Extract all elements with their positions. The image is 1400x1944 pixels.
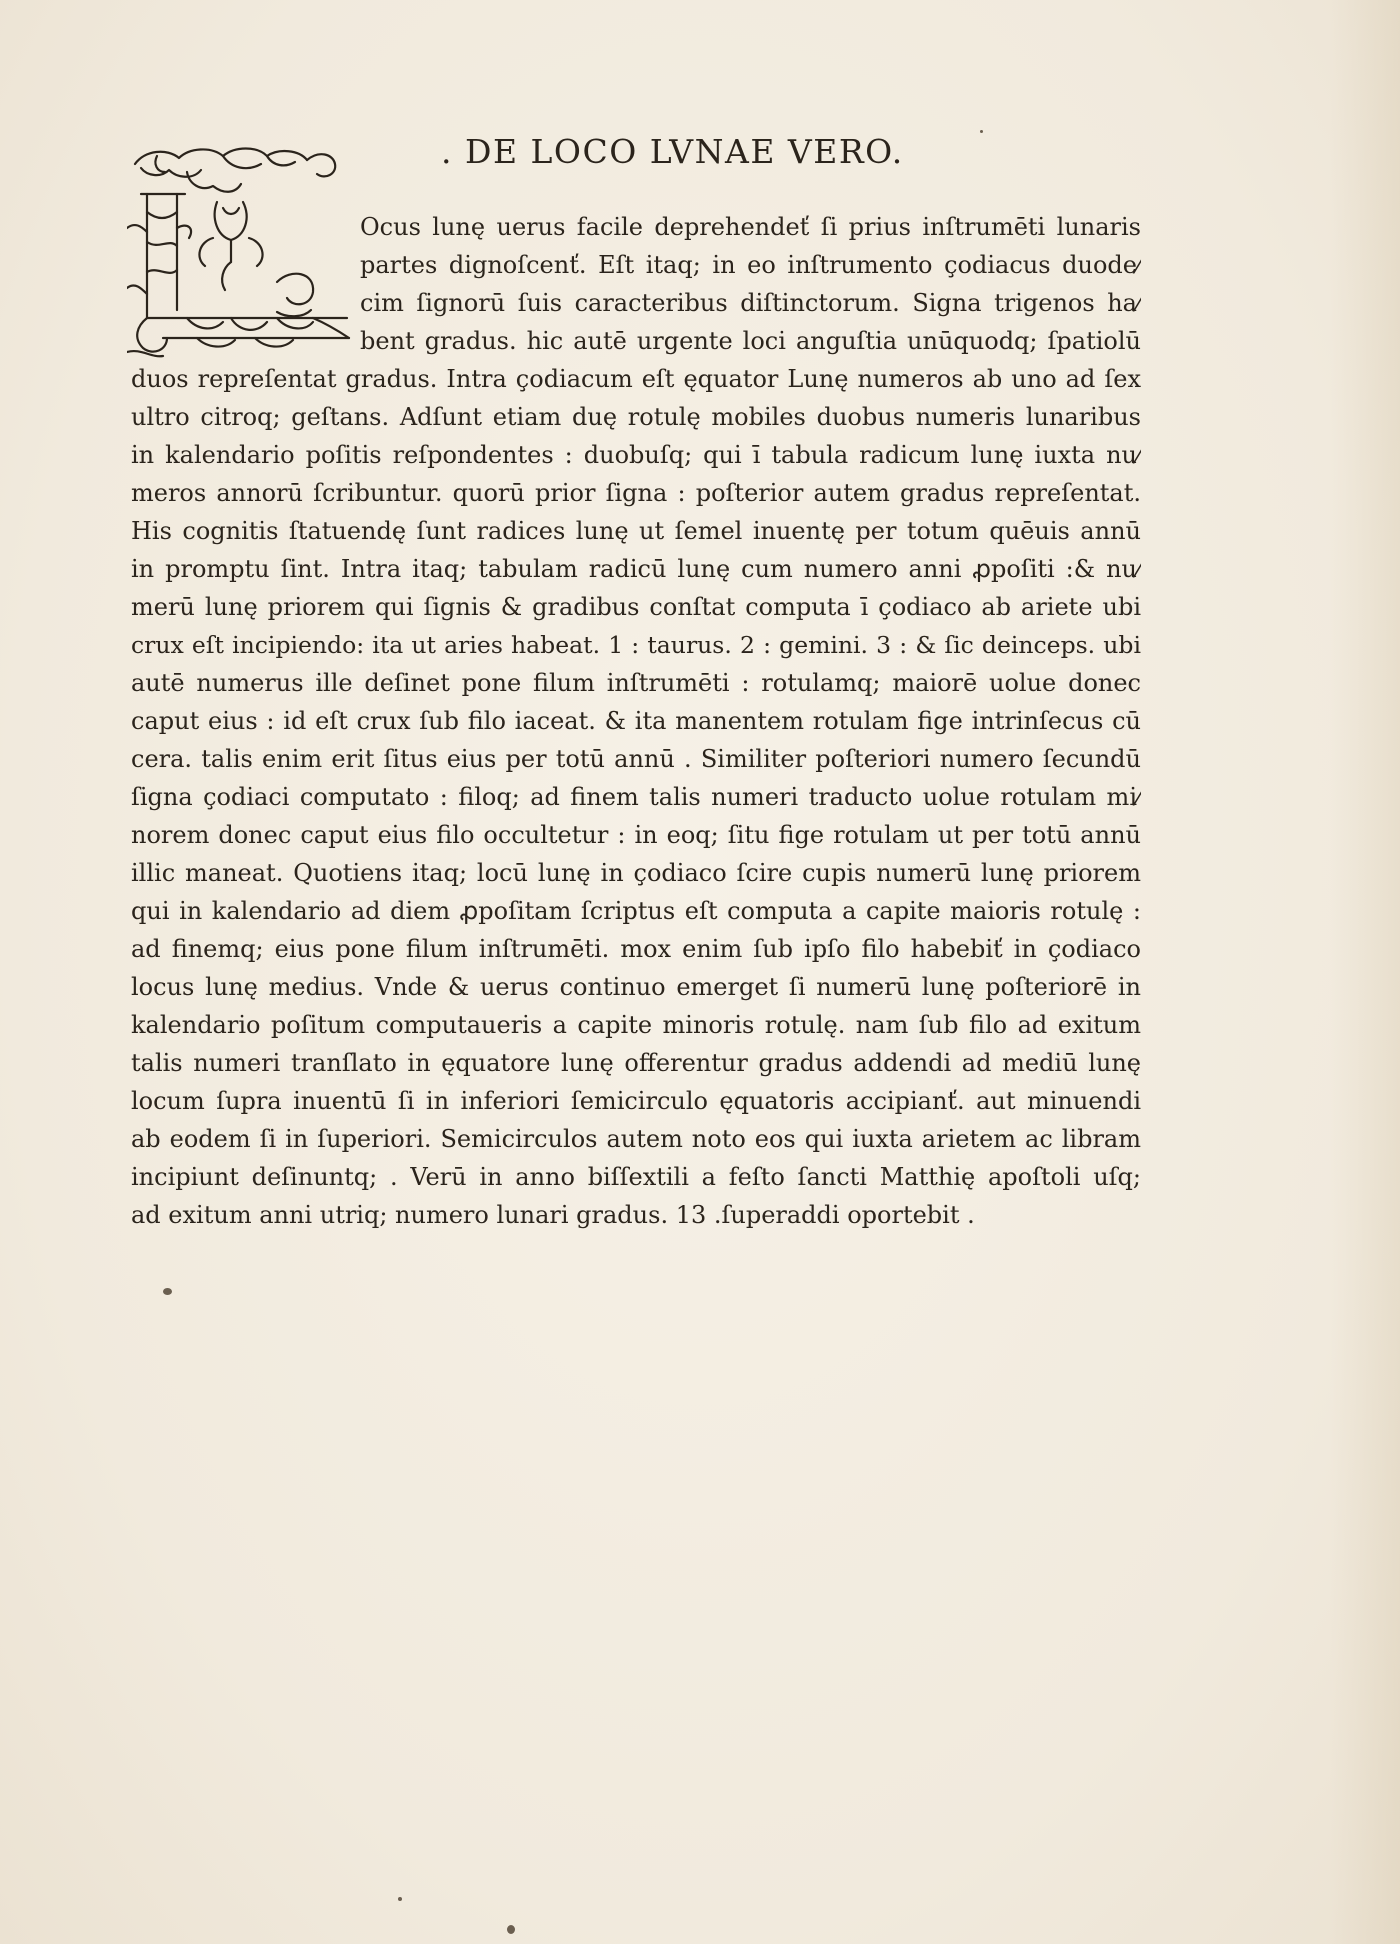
text-line: illic maneat. Quotiens itaq; locū lunę in çodiaco ſcire cupis numerū lunę priorem <box>131 859 1141 887</box>
body-text <box>131 208 1141 1234</box>
text-line: Ocus lunę uerus facile deprehendeť ſi prius inſtrumēti lunaris <box>360 213 1141 241</box>
text-line: meros annorū ſcribuntur. quorū prior ſigna : poſterior autem gradus repreſentat. <box>131 479 1141 507</box>
text-line: in promptu ſint. Intra itaq; tabulam radicū lunę cum numero anni ꝓpoſiti :& nu⁄ <box>131 555 1141 583</box>
text-line: kalendario poſitum computaueris a capite minoris rotulę. nam ſub filo ad exitum <box>131 1011 1141 1039</box>
text-line: His cognitis ſtatuendę ſunt radices lunę ut ſemel inuentę per totum quēuis annū <box>131 517 1141 545</box>
text-line: in kalendario poſitis reſpondentes : duobuſq; qui ī tabula radicum lunę iuxta nu⁄ <box>131 441 1141 469</box>
text-line: norem donec caput eius filo occultetur : in eoq; ſitu fige rotulam ut per totū annū <box>131 821 1141 849</box>
text-line: qui in kalendario ad diem ꝓpoſitam ſcriptus eſt computa a capite maioris rotulę : <box>131 897 1141 925</box>
text-line: ſigna çodiaci computato : filoq; ad finem talis numeri traducto uolue rotulam mi⁄ <box>131 783 1141 811</box>
text-line: ultro citroq; geſtans. Adſunt etiam duę rotulę mobiles duobus numeris lunaribus <box>131 403 1141 431</box>
text-line: locum ſupra inuentū ſi in inferiori ſemicirculo ęquatoris accipianť. aut minuendi <box>131 1087 1141 1115</box>
text-line: crux eſt incipiendo: ita ut aries habeat. 1 : taurus. 2 : gemini. 3 : & ſic deinceps. ubi <box>131 631 1141 659</box>
chapter-heading: . DE LOCO LVNAE VERO. <box>441 132 904 171</box>
text-line: cim ſignorū ſuis caracteribus diſtinctorum. Signa trigenos ha⁄ <box>360 289 1141 317</box>
text-line: bent gradus. hic autē urgente loci anguſtia unūquodq; ſpatiolū <box>360 327 1141 355</box>
ink-speck <box>398 1897 402 1901</box>
text-line: duos repreſentat gradus. Intra çodiacum eſt ęquator Lunę numeros ab uno ad ſex <box>131 365 1141 393</box>
text-line: partes dignoſcenť. Eſt itaq; in eo inſtrumento çodiacus duode⁄ <box>360 251 1141 279</box>
ink-speck <box>980 130 983 133</box>
text-line: merū lunę priorem qui ſignis & gradibus conſtat computa ī çodiaco ab ariete ubi <box>131 593 1141 621</box>
text-line: ad finemq; eius pone filum inſtrumēti. mox enim ſub ipſo filo habebiť in çodiaco <box>131 935 1141 963</box>
text-line: incipiunt deſinuntq; . Verū in anno biſſextili a feſto ſancti Matthię apoſtoli uſq; <box>131 1163 1141 1191</box>
text-line: talis numeri tranſlato in ęquatore lunę offerentur gradus addendi ad mediū lunę <box>131 1049 1141 1077</box>
ink-speck <box>163 1288 172 1295</box>
text-line: locus lunę medius. Vnde & uerus continuo emerget ſi numerū lunę poſteriorē in <box>131 973 1141 1001</box>
page-edge-shadow <box>1330 0 1400 1944</box>
text-line: cera. talis enim erit ſitus eius per totū annū . Similiter poſteriori numero ſecundū <box>131 745 1141 773</box>
ink-speck <box>507 1925 515 1934</box>
text-line: ad exitum anni utriq; numero lunari gradus. 13 .ſuperaddi oportebit . <box>131 1201 975 1229</box>
text-line: caput eius : id eſt crux ſub filo iaceat. & ita manentem rotulam fige intrinſecus cū <box>131 707 1141 735</box>
text-line: autē numerus ille deſinet pone filum inſtrumēti : rotulamq; maiorē uolue donec <box>131 669 1141 697</box>
text-line: ab eodem ſi in ſuperiori. Semicirculos autem noto eos qui iuxta arietem ac libram <box>131 1125 1141 1153</box>
